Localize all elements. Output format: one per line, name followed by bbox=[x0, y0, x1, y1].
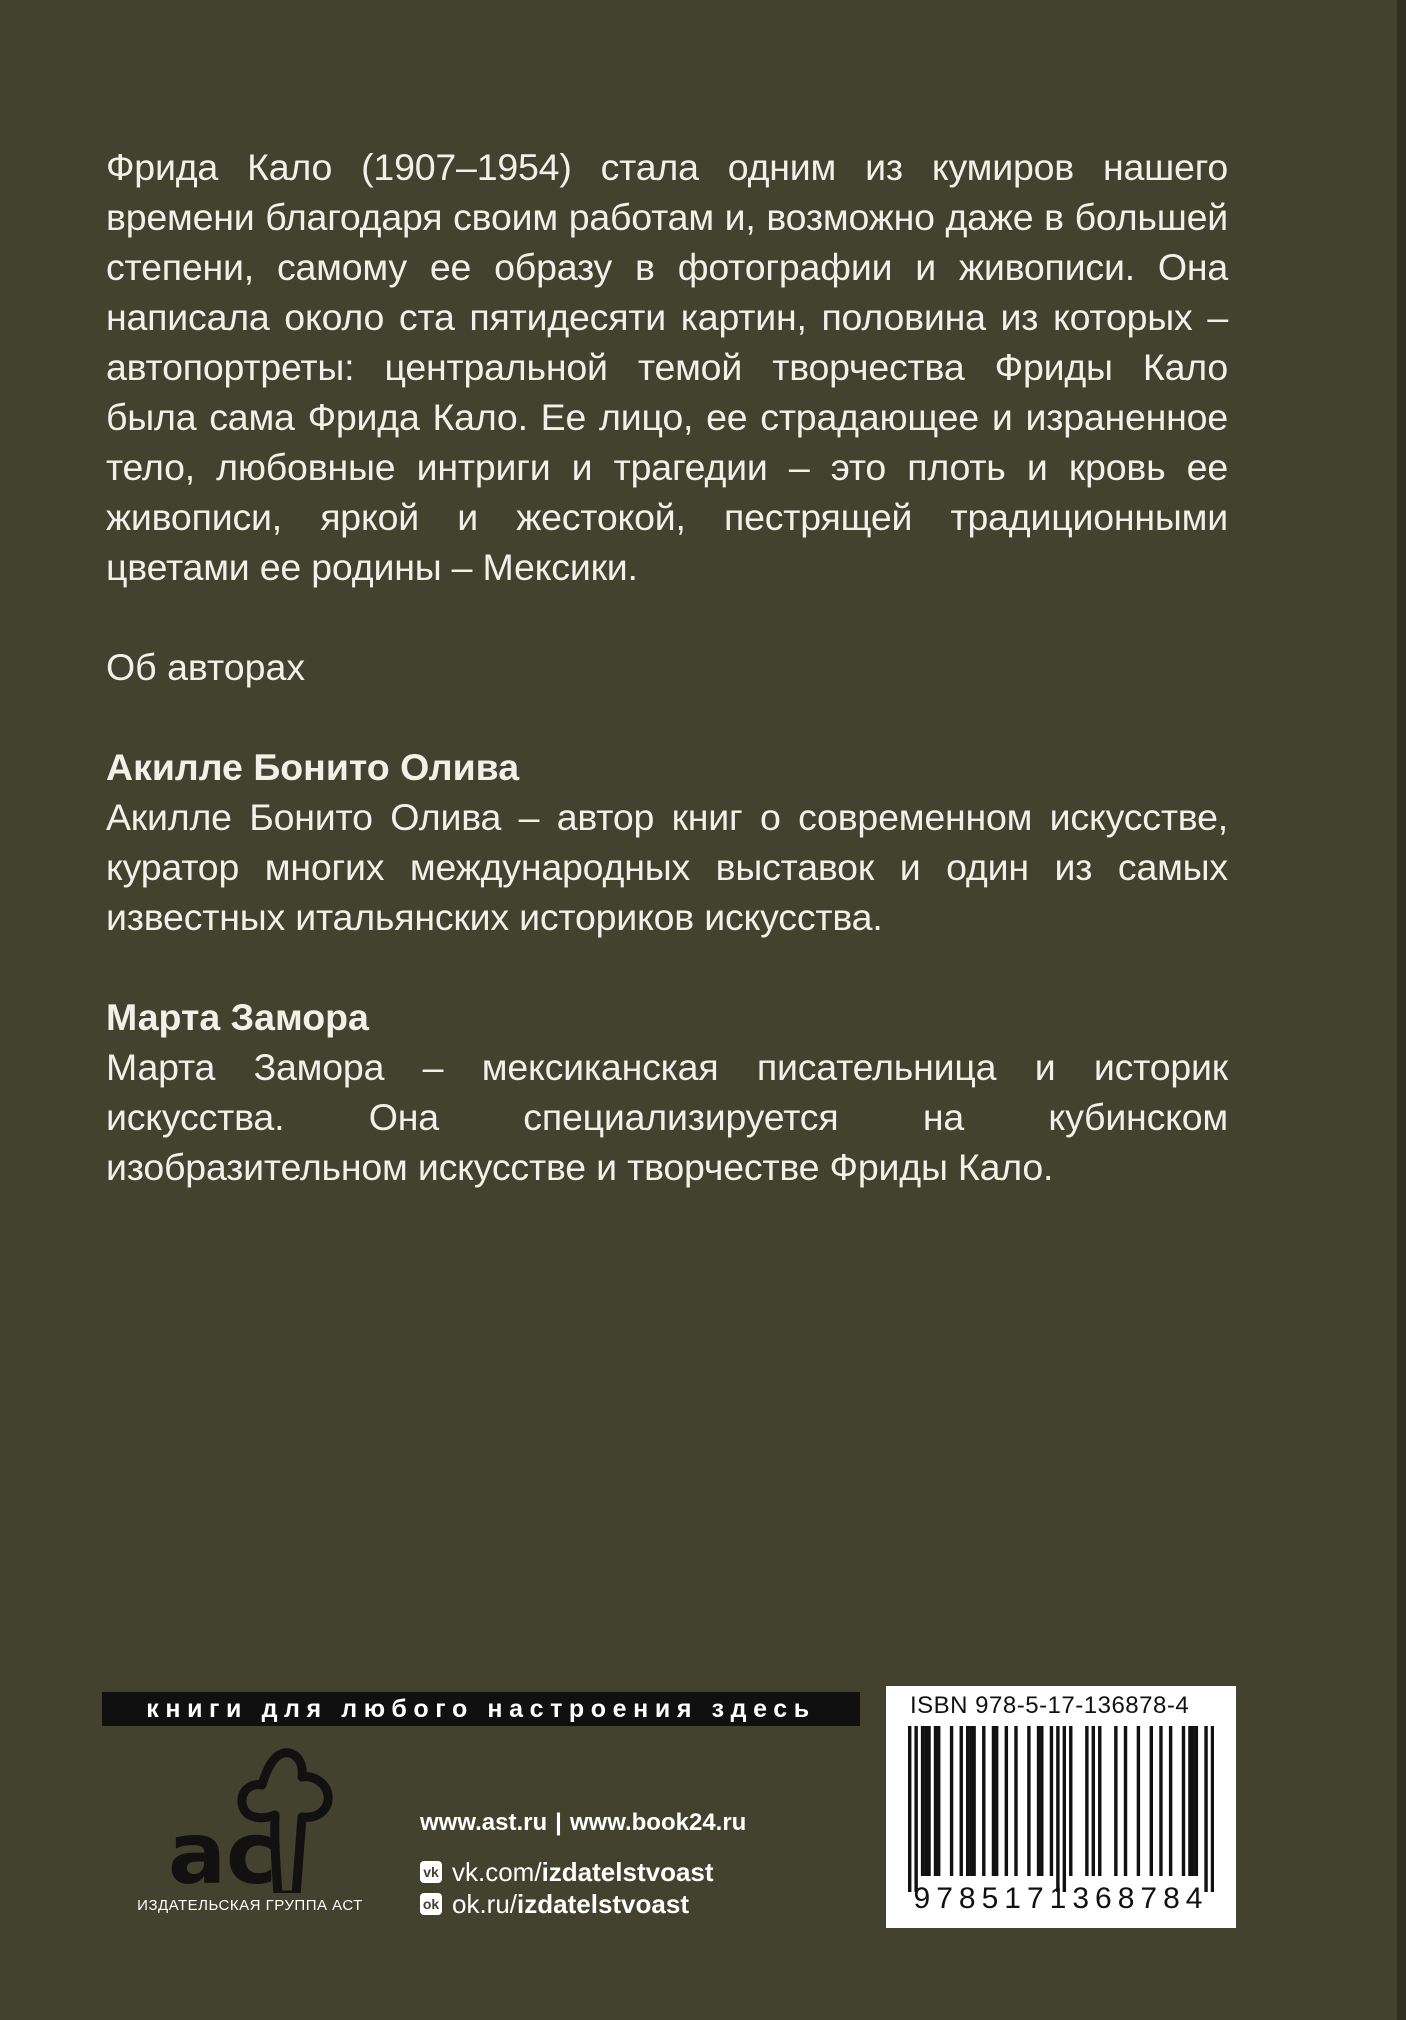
barcode-bar bbox=[1169, 1726, 1172, 1876]
barcode-bar bbox=[1063, 1726, 1066, 1892]
barcode-bar bbox=[1191, 1726, 1194, 1876]
web-links bbox=[420, 1806, 746, 1840]
barcode-bar bbox=[1069, 1726, 1072, 1876]
barcode-bar bbox=[1027, 1726, 1030, 1876]
barcode-bar bbox=[992, 1726, 995, 1876]
contact-links bbox=[420, 1806, 746, 1920]
ok-handle: izdatelstvoast bbox=[517, 1889, 689, 1919]
barcode-bar bbox=[1137, 1726, 1140, 1876]
isbn-barcode-block bbox=[886, 1686, 1236, 1928]
cover-edge bbox=[1397, 0, 1406, 2020]
barcode bbox=[908, 1726, 1214, 1892]
barcode-bar bbox=[995, 1726, 998, 1876]
barcode-bar bbox=[1014, 1726, 1017, 1876]
barcode-bar bbox=[1195, 1726, 1198, 1876]
barcode-bar bbox=[1182, 1726, 1185, 1876]
link-separator: | bbox=[555, 1809, 562, 1836]
barcode-bar bbox=[1211, 1726, 1214, 1892]
ast-link[interactable]: www.ast.ru bbox=[420, 1809, 548, 1836]
barcode-bar bbox=[1092, 1726, 1095, 1876]
back-cover-text bbox=[106, 142, 1228, 1192]
vk-icon: vk bbox=[420, 1861, 442, 1883]
barcode-bar bbox=[1098, 1726, 1101, 1876]
about-authors-heading: Об авторах bbox=[106, 646, 306, 688]
barcode-bar bbox=[972, 1726, 975, 1876]
barcode-bar bbox=[934, 1726, 937, 1876]
barcode-bar bbox=[1085, 1726, 1088, 1876]
barcode-bar bbox=[966, 1726, 969, 1876]
barcode-bar bbox=[921, 1726, 924, 1876]
barcode-bar bbox=[927, 1726, 930, 1876]
book24-link[interactable]: www.book24.ru bbox=[569, 1809, 747, 1836]
barcode-bar bbox=[1150, 1726, 1153, 1876]
barcode-bar bbox=[908, 1726, 911, 1892]
barcode-bar bbox=[1114, 1726, 1117, 1876]
barcode-bar bbox=[960, 1726, 963, 1876]
logo-caption: ИЗДАТЕЛЬСКАЯ ГРУППА АСТ bbox=[137, 1897, 363, 1914]
slogan-banner: книги для любого настроения здесь bbox=[102, 1692, 860, 1726]
ok-link[interactable] bbox=[420, 1888, 746, 1920]
barcode-bar bbox=[1188, 1726, 1191, 1876]
publisher-logo bbox=[130, 1745, 370, 1914]
barcode-bar bbox=[1037, 1726, 1040, 1876]
vk-handle: izdatelstvoast bbox=[541, 1857, 714, 1887]
ok-icon: ok bbox=[420, 1893, 442, 1915]
isbn-label: ISBN 978-5-17-136878-4 bbox=[910, 1692, 1190, 1719]
barcode-bar bbox=[982, 1726, 985, 1876]
barcode-bar bbox=[950, 1726, 953, 1876]
description-paragraph: Фрида Кало (1907–1954) стала одним из кумиров нашего времени благодаря своим работам и, возможно даже в большей степени, самому ее образу в фотографии и живописи. Она написала около ста пятидесяти картин, половина из которых – автопортреты: центральной темой творчества Фриды Кало была сама Фрида Кало. Ее лицо, ее страдающее и израненное тело, любовные интриги и трагедии – это плоть и кровь ее живописи, яркой и жестокой, пестрящей традиционными цветами ее родины – Мексики. bbox=[106, 146, 1228, 588]
barcode-bar bbox=[1005, 1726, 1008, 1876]
author-name: Акилле Бонито Олива bbox=[106, 746, 520, 788]
vk-link[interactable] bbox=[420, 1856, 746, 1888]
barcode-bar bbox=[1159, 1726, 1162, 1876]
ok-prefix: ok.ru/ bbox=[452, 1889, 518, 1919]
barcode-bar bbox=[1124, 1726, 1127, 1876]
barcode-bar bbox=[1056, 1726, 1059, 1892]
author-name: Марта Замора bbox=[106, 996, 369, 1038]
barcode-bar bbox=[924, 1726, 927, 1876]
barcode-bar bbox=[914, 1726, 917, 1892]
barcode-digits: 9785171368784 bbox=[913, 1882, 1209, 1915]
ast-logo-icon bbox=[158, 1745, 348, 1893]
barcode-bar bbox=[969, 1726, 972, 1876]
barcode-bar bbox=[1204, 1726, 1207, 1892]
barcode-bar bbox=[937, 1726, 940, 1876]
author-bio: Марта Замора – мексиканская писательница и историк искусства. Она специализируется на кубинском изобразительном искусстве и творчестве Фриды Кало. bbox=[106, 1046, 1228, 1188]
vk-prefix: vk.com/ bbox=[452, 1857, 542, 1887]
barcode-bar bbox=[1050, 1726, 1053, 1876]
author-bio: Акилле Бонито Олива – автор книг о современном искусстве, куратор многих международных выставок и один из самых известных итальянских историков искусства. bbox=[106, 796, 1228, 938]
barcode-bar bbox=[1040, 1726, 1043, 1876]
svg-text:ac: ac bbox=[168, 1804, 278, 1893]
